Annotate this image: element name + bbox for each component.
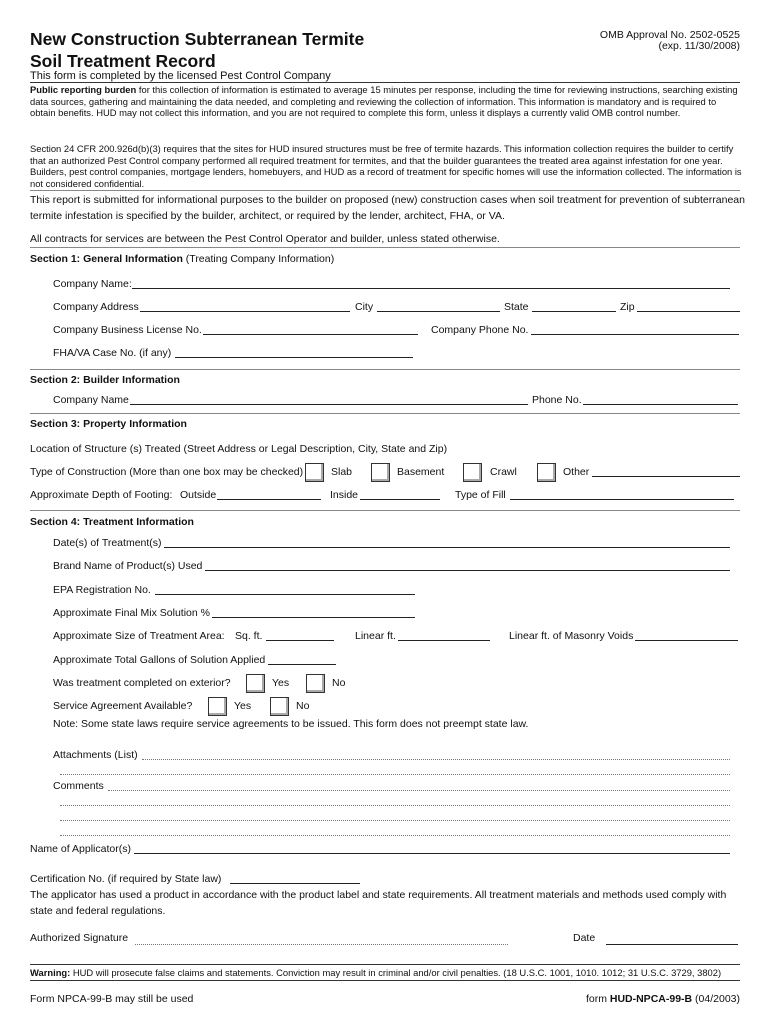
attachments-label: Attachments (List) [53, 749, 138, 761]
divider [30, 964, 740, 965]
form-id: HUD-NPCA-99-B [609, 993, 693, 1005]
crawl-label: Crawl [490, 466, 517, 478]
omb-approval [600, 30, 740, 52]
service-agreement-label: Service Agreement Available? [53, 700, 193, 712]
exterior-yes-checkbox[interactable] [246, 674, 265, 693]
mix-solution-label: Approximate Final Mix Solution % [53, 607, 210, 619]
certification-label: Certification No. (if required by State law) [30, 873, 222, 885]
brand-name-label: Brand Name of Product(s) Used [53, 560, 203, 572]
comments-field-line-2[interactable] [60, 805, 730, 806]
title-line-2: Soil Treatment Record [30, 51, 216, 71]
company-phone-label: Company Phone No. [431, 324, 529, 336]
section24-statement: Section 24 CFR 200.926d(b)(3) requires that the sites for HUD insured structures must be free of termite hazards. This information collection requires the builder to certify that an authorized Pest Control company performed all required treatment for termites, and that the builder guarantees the treated area against infestation for one year. Builders, pest control companies, mortgage lenders, homebuyers, and HUD as a record of treatment for specific homes will use the information collected. The information is not considered confidential. [30, 143, 742, 189]
divider [30, 190, 740, 191]
divider [30, 247, 740, 248]
basement-checkbox[interactable] [371, 463, 390, 482]
brand-name-field[interactable] [205, 570, 730, 571]
outside-label: Outside [180, 489, 217, 501]
treating-company-name-label: Company Name: [53, 278, 132, 290]
linear-ft-field[interactable] [398, 640, 490, 641]
treatment-area-label: Approximate Size of Treatment Area: [53, 630, 225, 642]
burden-statement [30, 84, 742, 119]
service-yes-checkbox[interactable] [208, 697, 227, 716]
city-field[interactable] [377, 311, 500, 312]
epa-registration-label: EPA Registration No. [53, 584, 151, 596]
inside-depth-field[interactable] [360, 499, 440, 500]
state-field[interactable] [532, 311, 616, 312]
builder-company-name-label: Company Name [53, 394, 129, 406]
report-purpose-line-2: termite infestation is specified by the builder, architect, or required by the lender, architect, FHA, or VA. [30, 210, 505, 222]
burden-lead: Public reporting burden [30, 84, 137, 95]
divider [30, 369, 740, 370]
masonry-voids-field[interactable] [635, 640, 738, 641]
slab-checkbox[interactable] [305, 463, 324, 482]
crawl-checkbox[interactable] [463, 463, 482, 482]
applicator-statement-line-1: The applicator has used a product in accordance with the product label and state requirements. All treatment materials and methods used comply with [30, 889, 727, 901]
service-note: Note: Some state laws require service agreements to be issued. This form does not preempt state law. [53, 718, 529, 730]
divider [30, 980, 740, 981]
service-no-checkbox[interactable] [270, 697, 289, 716]
section2-heading: Section 2: Builder Information [30, 374, 180, 386]
sqft-field[interactable] [266, 640, 334, 641]
omb-expiration: (exp. 11/30/2008) [658, 40, 740, 52]
signature-field[interactable] [135, 944, 508, 945]
state-label: State [504, 301, 529, 313]
other-label: Other [563, 466, 590, 478]
license-label: Company Business License No. [53, 324, 202, 336]
section3-heading: Section 3: Property Information [30, 418, 187, 430]
construction-type-label: Type of Construction (More than one box may be checked) [30, 466, 304, 478]
form-number [586, 993, 740, 1005]
treating-company-name-field[interactable] [132, 288, 730, 289]
zip-field[interactable] [637, 311, 740, 312]
attachments-field-line-2[interactable] [60, 774, 730, 775]
zip-label: Zip [620, 301, 635, 313]
section1-title: Section 1: General Information [30, 253, 183, 265]
divider [30, 510, 740, 511]
form-title [30, 28, 364, 72]
location-label: Location of Structure (s) Treated (Street Address or Legal Description, City, State and Zip) [30, 443, 448, 455]
form-prefix: form [585, 993, 610, 1005]
slab-label: Slab [331, 466, 353, 478]
fill-type-label: Type of Fill [455, 489, 506, 501]
form-date: (04/2003) [692, 993, 740, 1005]
mix-solution-field[interactable] [212, 617, 415, 618]
divider [30, 413, 740, 414]
fha-va-case-label: FHA/VA Case No. (if any) [53, 347, 172, 359]
treatment-dates-field[interactable] [164, 547, 730, 548]
fill-type-field[interactable] [510, 499, 734, 500]
omb-approval-number: OMB Approval No. 2502-0525 [599, 29, 740, 41]
builder-company-name-field[interactable] [130, 404, 528, 405]
applicator-name-field[interactable] [134, 853, 730, 854]
section1-heading [30, 253, 334, 265]
date-field[interactable] [606, 944, 738, 945]
company-address-label: Company Address [53, 301, 139, 313]
outside-depth-field[interactable] [217, 499, 321, 500]
builder-phone-field[interactable] [583, 404, 738, 405]
applicator-statement-line-2: state and federal regulations. [30, 905, 166, 917]
date-label: Date [573, 932, 596, 944]
warning-lead: Warning: [30, 967, 71, 978]
section1-note: (Treating Company Information) [182, 253, 335, 265]
fha-va-case-field[interactable] [175, 357, 413, 358]
builder-phone-label: Phone No. [532, 394, 582, 406]
basement-label: Basement [397, 466, 445, 478]
certification-field[interactable] [230, 883, 360, 884]
inside-label: Inside [330, 489, 359, 501]
title-line-1: New Construction Subterranean Termite [30, 29, 365, 49]
comments-field[interactable] [108, 790, 730, 791]
applicator-name-label: Name of Applicator(s) [30, 843, 131, 855]
company-address-field[interactable] [140, 311, 350, 312]
exterior-yes-label: Yes [272, 677, 290, 689]
comments-field-line-4[interactable] [60, 835, 730, 836]
attachments-field[interactable] [142, 759, 730, 760]
warning-statement [30, 967, 721, 978]
comments-field-line-3[interactable] [60, 820, 730, 821]
exterior-no-label: No [332, 677, 346, 689]
service-yes-label: Yes [234, 700, 252, 712]
footing-depth-label: Approximate Depth of Footing: [30, 489, 173, 501]
section4-heading: Section 4: Treatment Information [30, 516, 194, 528]
exterior-question-label: Was treatment completed on exterior? [53, 677, 231, 689]
other-checkbox[interactable] [537, 463, 556, 482]
company-phone-field[interactable] [531, 334, 739, 335]
license-field[interactable] [203, 334, 418, 335]
subtitle: This form is completed by the licensed Pest Control Company [30, 70, 331, 82]
service-no-label: No [296, 700, 310, 712]
other-field[interactable] [592, 476, 740, 477]
treatment-dates-label: Date(s) of Treatment(s) [53, 537, 162, 549]
linear-ft-label: Linear ft. [355, 630, 396, 642]
sqft-label: Sq. ft. [235, 630, 263, 642]
comments-label: Comments [53, 780, 104, 792]
report-purpose-line-1: This report is submitted for informational purposes to the builder on proposed (new) construction cases when soil treatment for prevention of subterranean [30, 194, 745, 206]
footer-note: Form NPCA-99-B may still be used [30, 993, 194, 1005]
warning-text: HUD will prosecute false claims and statements. Conviction may result in criminal and/or civil penalties. (18 U.S.C. 1001, 1010. 1012; 31 U.S.C. 3729, 3802) [70, 967, 722, 978]
signature-label: Authorized Signature [30, 932, 129, 944]
burden-text: for this collection of information is estimated to average 15 minutes per response, including the time for reviewing instructions, searching existing data sources, gathering and maintaining the data needed, and completing and reviewing the collection of information. This information is mandatory and is required to obtain benefits. HUD may not collect this information, and you are not required to complete this form, unless it displays a currently valid OMB control number. [30, 84, 738, 119]
exterior-no-checkbox[interactable] [306, 674, 325, 693]
epa-registration-field[interactable] [155, 594, 415, 595]
gallons-field[interactable] [268, 664, 336, 665]
masonry-voids-label: Linear ft. of Masonry Voids [509, 630, 634, 642]
divider [30, 82, 740, 83]
contracts-statement: All contracts for services are between the Pest Control Operator and builder, unless stated otherwise. [30, 233, 500, 245]
city-label: City [355, 301, 374, 313]
gallons-label: Approximate Total Gallons of Solution Applied [53, 654, 266, 666]
